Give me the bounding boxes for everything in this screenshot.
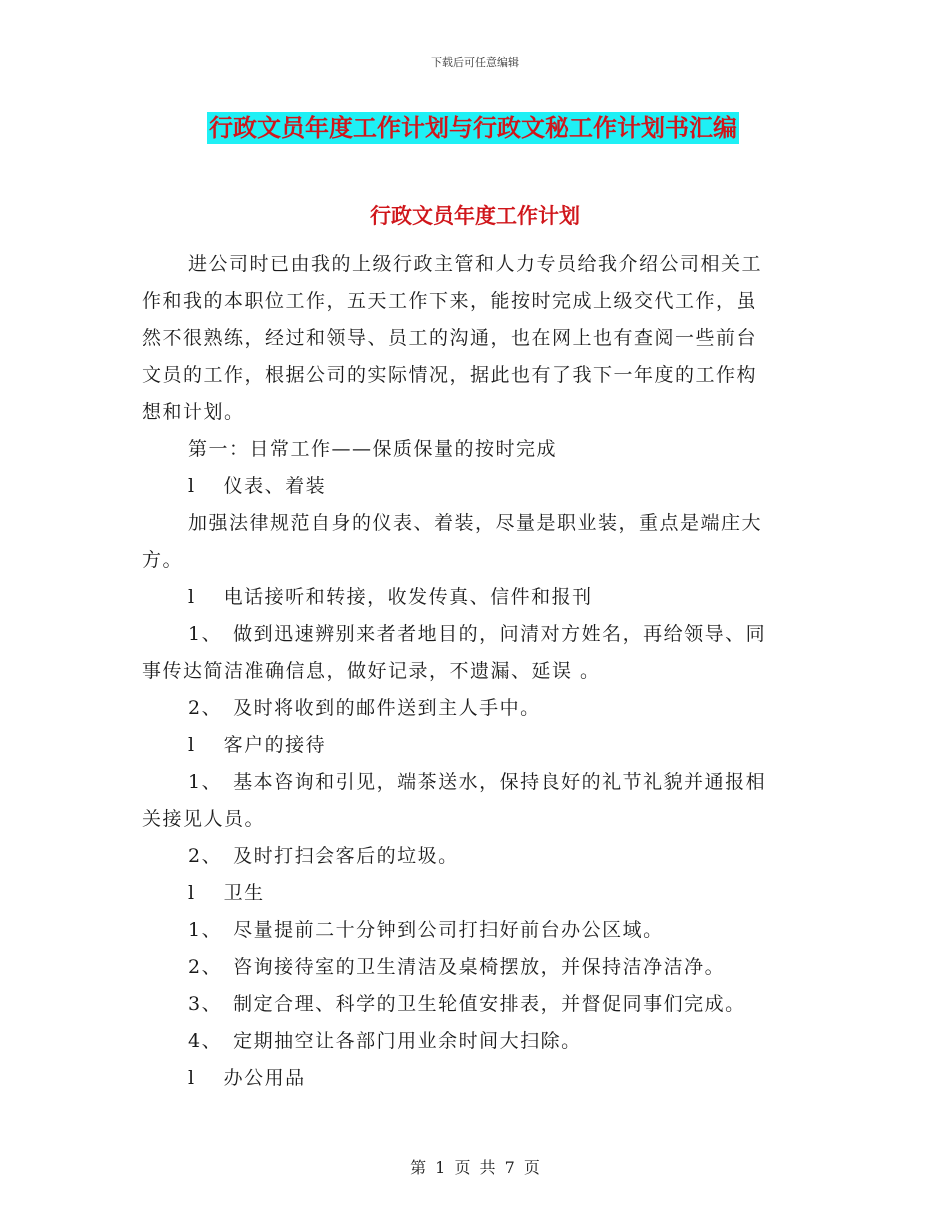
bullet-item: l 办公用品: [188, 1067, 306, 1089]
numbered-item: 1、 基本咨询和引见，端茶送水，保持良好的礼节礼貌并通报相: [188, 771, 767, 793]
body-line: 想和计划。: [142, 401, 245, 423]
body-line: 作和我的本职位工作，五天工作下来，能按时完成上级交代工作，虽: [142, 290, 758, 312]
bullet-item: l 电话接听和转接，收发传真、信件和报刊: [188, 586, 593, 608]
section-title: 行政文员年度工作计划: [370, 203, 580, 228]
body-line: 事传达简洁准确信息，做好记录，不遗漏、延误 。: [142, 660, 601, 682]
body-line: 文员的工作，根据公司的实际情况，据此也有了我下一年度的工作构: [142, 364, 758, 386]
bullet-item: l 卫生: [188, 882, 265, 904]
body-line: 加强法律规范自身的仪表、着装，尽量是职业装，重点是端庄大: [188, 512, 763, 534]
body-line: 关接见人员。: [142, 808, 266, 830]
bullet-item: l 仪表、着装: [188, 475, 327, 497]
body-line: 然不很熟练，经过和领导、员工的沟通，也在网上也有查阅一些前台: [142, 327, 758, 349]
document-body: [142, 246, 810, 1097]
header-note: 下载后可任意编辑: [431, 56, 519, 69]
numbered-item: 2、 及时将收到的邮件送到主人手中。: [188, 697, 541, 719]
body-line: 进公司时已由我的上级行政主管和人力专员给我介绍公司相关工: [188, 253, 763, 275]
numbered-item: 4、 定期抽空让各部门用业余时间大扫除。: [188, 1030, 582, 1052]
body-line: 方。: [142, 549, 184, 571]
numbered-item: 2、 及时打扫会客后的垃圾。: [188, 845, 459, 867]
numbered-item: 2、 咨询接待室的卫生清洁及桌椅摆放，并保持洁净洁净。: [188, 956, 726, 978]
bullet-item: l 客户的接待: [188, 734, 327, 756]
section-heading: 第一：日常工作——保质保量的按时完成: [188, 438, 558, 460]
page-footer: 第 1 页 共 7 页: [410, 1158, 540, 1177]
numbered-item: 1、 做到迅速辨别来者者地目的，问清对方姓名，再给领导、同: [188, 623, 767, 645]
document-title: 行政文员年度工作计划与行政文秘工作计划书汇编: [209, 113, 737, 142]
numbered-item: 1、 尽量提前二十分钟到公司打扫好前台办公区域。: [188, 919, 664, 941]
numbered-item: 3、 制定合理、科学的卫生轮值安排表，并督促同事们完成。: [188, 993, 746, 1015]
